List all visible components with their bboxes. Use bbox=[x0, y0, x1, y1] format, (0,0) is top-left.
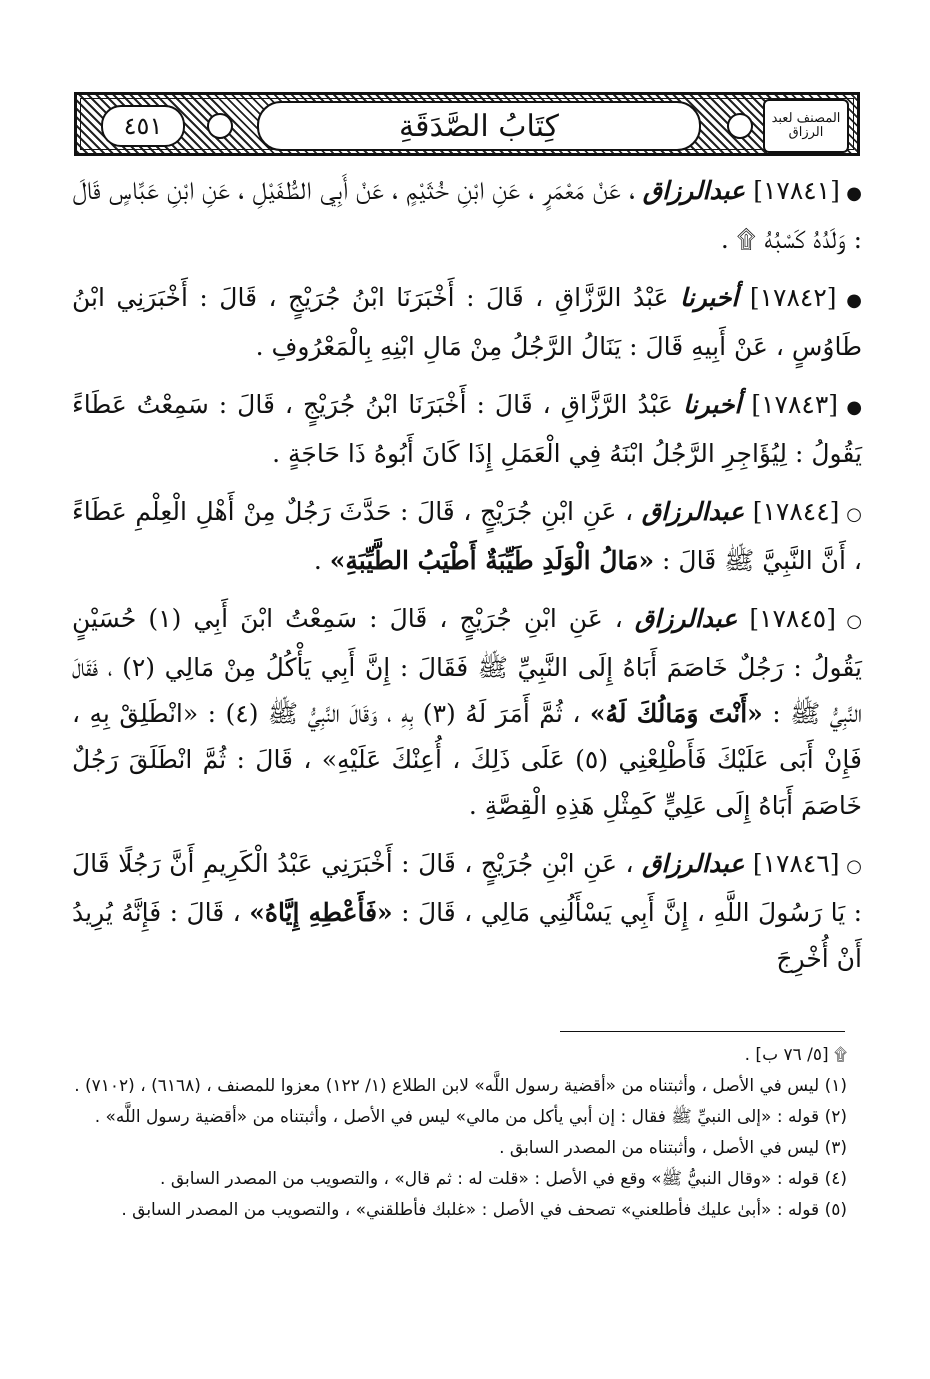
hadith-text: عَبْدُ الرَّزَّاقِ ، قَالَ : أَخْبَرَنَا ابْنُ جُرَيْجٍ ، قَالَ : سَمِعْتُ عَطَاءً يَقُولُ : لِيُؤَاجِرِ الرَّجُلُ ابْنَهُ فِي الْعَمَلِ إِذَا كَانَ أَبُوهُ ذَا حَاجَةٍ . bbox=[72, 390, 862, 468]
hadith-paragraph bbox=[72, 841, 862, 982]
prophetic-saying: «أَنْتَ وَمَالُكَ لَهُ» bbox=[589, 699, 763, 728]
hadith-text: ، عَنْ مَعْمَرٍ ، عَنِ ابْنِ خُثَيْمٍ ، عَنْ أَبِي الطُّفَيْلِ ، عَنِ ابْنِ عَبَّاسٍ قَالَ : وَلَدُهُ كَسْبُهُ ۩ . bbox=[72, 176, 862, 254]
paragraph-marker: ○ bbox=[846, 504, 862, 525]
book-logo-text: المصنف لعبد الرزاق bbox=[771, 111, 841, 140]
narrator-name: عبدالرزاق bbox=[634, 604, 738, 633]
narrator-name: عبدالرزاق bbox=[642, 176, 746, 205]
footnotes bbox=[72, 1042, 847, 1228]
hadith-paragraph bbox=[72, 596, 862, 829]
paragraph-marker: ● bbox=[846, 290, 863, 311]
chapter-title: كِتَابُ الصَّدَقَةِ bbox=[399, 108, 559, 144]
hadith-tail: . bbox=[313, 546, 322, 575]
narrator-name: أخبرنا bbox=[680, 283, 739, 312]
hadith-text: ، عَنِ ابْنِ جُرَيْجٍ ، قَالَ : حَدَّثَ رَجُلٌ مِنْ أَهْلِ الْعِلْمِ عَطَاءً ، أَنَّ النَّبِيَّ ﷺ قَالَ : bbox=[72, 497, 862, 575]
paragraph-marker: ○ bbox=[846, 856, 863, 877]
narrator-name: عبدالرزاق bbox=[642, 849, 745, 878]
footnote-item: (١) ليس في الأصل ، وأثبتناه من «أقضية رسول اللَّه» لابن الطلاع (١/ ١٢٢) معزوا للمصنف ، (٦١٦٨) ، (٧١٠٢) . bbox=[74, 1076, 847, 1096]
footnote-item: (٥) قوله : «أبىٰ عليك فأطلعني» تصحف في الأصل : «غلبك فأطلقني» ، والتصويب من المصدر السابق . bbox=[121, 1200, 847, 1220]
footnote-divider bbox=[560, 1031, 845, 1032]
narrator-name: أخبرنا bbox=[683, 390, 742, 419]
main-text bbox=[72, 168, 862, 994]
footnote-item: (٣) ليس في الأصل ، وأثبتناه من المصدر السابق . bbox=[499, 1138, 847, 1158]
ornament-right-icon bbox=[727, 113, 753, 139]
prophetic-saying: «فَأَعْطِهِ إِيَّاهُ» bbox=[249, 898, 393, 927]
paragraph-marker: ○ bbox=[846, 611, 863, 632]
hadith-tail: ، قَالَ : فَإِنَّهُ يُرِيدُ أَنْ أُخْرِجَ bbox=[72, 898, 862, 973]
hadith-text: ، عَنِ ابْنِ جُرَيْجٍ ، قَالَ : أَخْبَرَنِي عَبْدُ الْكَرِيمِ أَنَّ رَجُلًا قَالَ : يَا رَسُولَ اللَّهِ ، إِنَّ أَبِي يَسْأَلُنِي مَالِي ، قَالَ : bbox=[72, 849, 863, 927]
hadith-number: [١٧٨٤٢] bbox=[749, 283, 837, 312]
hadith-text: عَبْدُ الرَّزَّاقِ ، قَالَ : أَخْبَرَنَا ابْنُ جُرَيْجٍ ، قَالَ : أَخْبَرَنِي ابْنُ طَاوُسٍ ، عَنْ أَبِيهِ قَالَ : يَنَالُ الرَّجُلُ مِنْ مَالِ ابْنِهِ بِالْمَعْرُوفِ . bbox=[72, 283, 862, 361]
footnote-item: (٢) قوله : «إلى النبيِّ ﷺ فقال : إن أبي يأكل من مالي» ليس في الأصل ، وأثبتناه من «أقضية رسول اللَّه» . bbox=[94, 1107, 847, 1127]
hadith-paragraph bbox=[72, 382, 862, 477]
hadith-paragraph bbox=[72, 168, 862, 263]
page-number-cartouche bbox=[101, 105, 185, 147]
paragraph-marker: ● bbox=[846, 397, 863, 418]
ornament-left-icon bbox=[207, 113, 233, 139]
paragraph-marker: ● bbox=[846, 183, 862, 204]
hadith-number: [١٧٨٤١] bbox=[753, 176, 840, 205]
hadith-tail: ، ثُمَّ أَمَرَ لَهُ (٣) بِهِ ، وَقَالَ النَّبِيُّ ﷺ (٤) : «انْطَلِقْ بِهِ ، فَإِنْ أَبَى عَلَيْكَ فَأَطْلِعْنِي (٥) عَلَى ذَلِكَ ، أُعِنْكَ عَلَيْهِ» ، قَالَ : ثُمَّ انْطَلَقَ رَجُلٌ خَاصَمَ أَبَاهُ إِلَى عَلِيٍّ كَمِثْلِ هَذِهِ الْقِصَّةِ . bbox=[72, 699, 862, 820]
hadith-paragraph bbox=[72, 275, 862, 370]
prophetic-saying: «مَالُ الْوَلَدِ طَيِّبَةٌ أَطْيَبُ الطَّيِّبَةِ» bbox=[329, 546, 655, 575]
hadith-number: [١٧٨٤٦] bbox=[752, 849, 840, 878]
hadith-paragraph bbox=[72, 489, 862, 584]
book-logo bbox=[763, 99, 849, 153]
title-cartouche bbox=[257, 101, 701, 151]
page-number: ٤٥١ bbox=[123, 112, 163, 140]
hadith-number: [١٧٨٤٥] bbox=[749, 604, 836, 633]
hadith-number: [١٧٨٤٣] bbox=[751, 390, 839, 419]
narrator-name: عبدالرزاق bbox=[641, 497, 745, 526]
footnote-item: (٤) قوله : «وقال النبيُّ ﷺ» وقع في الأصل : «قلت له : ثم قال» ، والتصويب من المصدر السابق . bbox=[160, 1169, 847, 1189]
hadith-text: ، عَنِ ابْنِ جُرَيْجٍ ، قَالَ : سَمِعْتُ ابْنَ أَبِي (١) حُسَيْنٍ يَقُولُ : رَجُلٌ خَاصَمَ أَبَاهُ إِلَى النَّبِيِّ ﷺ فَقَالَ : إِنَّ أَبِي يَأْكُلُ مِنْ مَالِي (٢) ، فَقَالَ النَّبِيُّ ﷺ : bbox=[72, 604, 863, 728]
page-header-band bbox=[74, 92, 860, 156]
footnote-item: ۩ [٥/ ٧٦ ب] . bbox=[744, 1045, 847, 1065]
hadith-number: [١٧٨٤٤] bbox=[752, 497, 840, 526]
